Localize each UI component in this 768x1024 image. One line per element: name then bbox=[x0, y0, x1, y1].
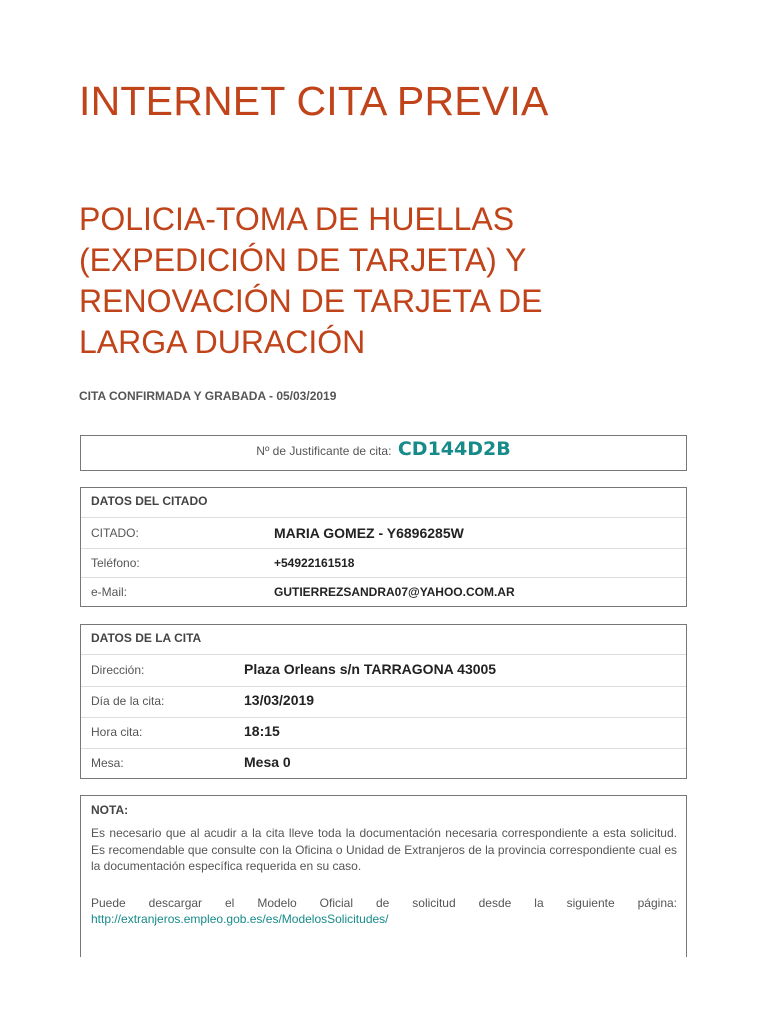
nota-title: NOTA: bbox=[91, 803, 129, 817]
nota-section bbox=[80, 795, 687, 957]
citado-label: CITADO: bbox=[91, 526, 139, 540]
datos-cita-title: DATOS DE LA CITA bbox=[91, 631, 202, 645]
datos-citado-title: DATOS DEL CITADO bbox=[91, 494, 208, 508]
email-label: e-Mail: bbox=[91, 585, 128, 599]
mesa-label: Mesa: bbox=[91, 756, 124, 770]
divider bbox=[81, 577, 686, 578]
mesa-value: Mesa 0 bbox=[244, 754, 291, 770]
hora-value: 18:15 bbox=[244, 723, 280, 739]
nota-download-text: Puede descargar el Modelo Oficial de solicitud desde la siguiente página: bbox=[91, 896, 677, 910]
procedure-title: POLICIA-TOMA DE HUELLAS (EXPEDICIÓN DE TARJETA) Y RENOVACIÓN DE TARJETA DE LARGA DURACIÓN bbox=[79, 201, 543, 360]
justificante-label: Nº de Justificante de cita: bbox=[256, 444, 392, 458]
nota-paragraph: Es necesario que al acudir a la cita lleve toda la documentación necesaria correspondiente a esta solicitud. Es recomendable que consulte con la Oficina o Unidad de Extranjeros de la provincia correspondiente cual es la documentación específica requerida en su caso. bbox=[91, 826, 677, 873]
email-value: GUTIERREZSANDRA07@YAHOO.COM.AR bbox=[274, 585, 515, 599]
direccion-value: Plaza Orleans s/n TARRAGONA 43005 bbox=[244, 661, 497, 677]
hora-label: Hora cita: bbox=[91, 725, 143, 739]
page-title: INTERNET CITA PREVIA bbox=[79, 78, 549, 124]
telefono-value: +54922161518 bbox=[274, 556, 355, 570]
telefono-label: Teléfono: bbox=[91, 556, 140, 570]
direccion-label: Dirección: bbox=[91, 663, 145, 677]
dia-label: Día de la cita: bbox=[91, 694, 165, 708]
divider bbox=[81, 548, 686, 549]
modelos-solicitudes-link[interactable]: http://extranjeros.empleo.gob.es/es/ModelosSolicitudes/ bbox=[91, 912, 389, 926]
divider bbox=[81, 686, 686, 687]
divider bbox=[81, 517, 686, 518]
datos-citado-section bbox=[80, 487, 687, 607]
justificante-code: CD144D2B bbox=[397, 438, 511, 460]
citado-value: MARIA GOMEZ - Y6896285W bbox=[274, 525, 464, 541]
divider bbox=[81, 717, 686, 718]
confirmation-status: CITA CONFIRMADA Y GRABADA - 05/03/2019 bbox=[79, 389, 337, 403]
justificante-box bbox=[80, 435, 687, 471]
divider bbox=[81, 748, 686, 749]
datos-cita-section bbox=[80, 624, 687, 779]
divider bbox=[81, 654, 686, 655]
dia-value: 13/03/2019 bbox=[244, 692, 315, 708]
